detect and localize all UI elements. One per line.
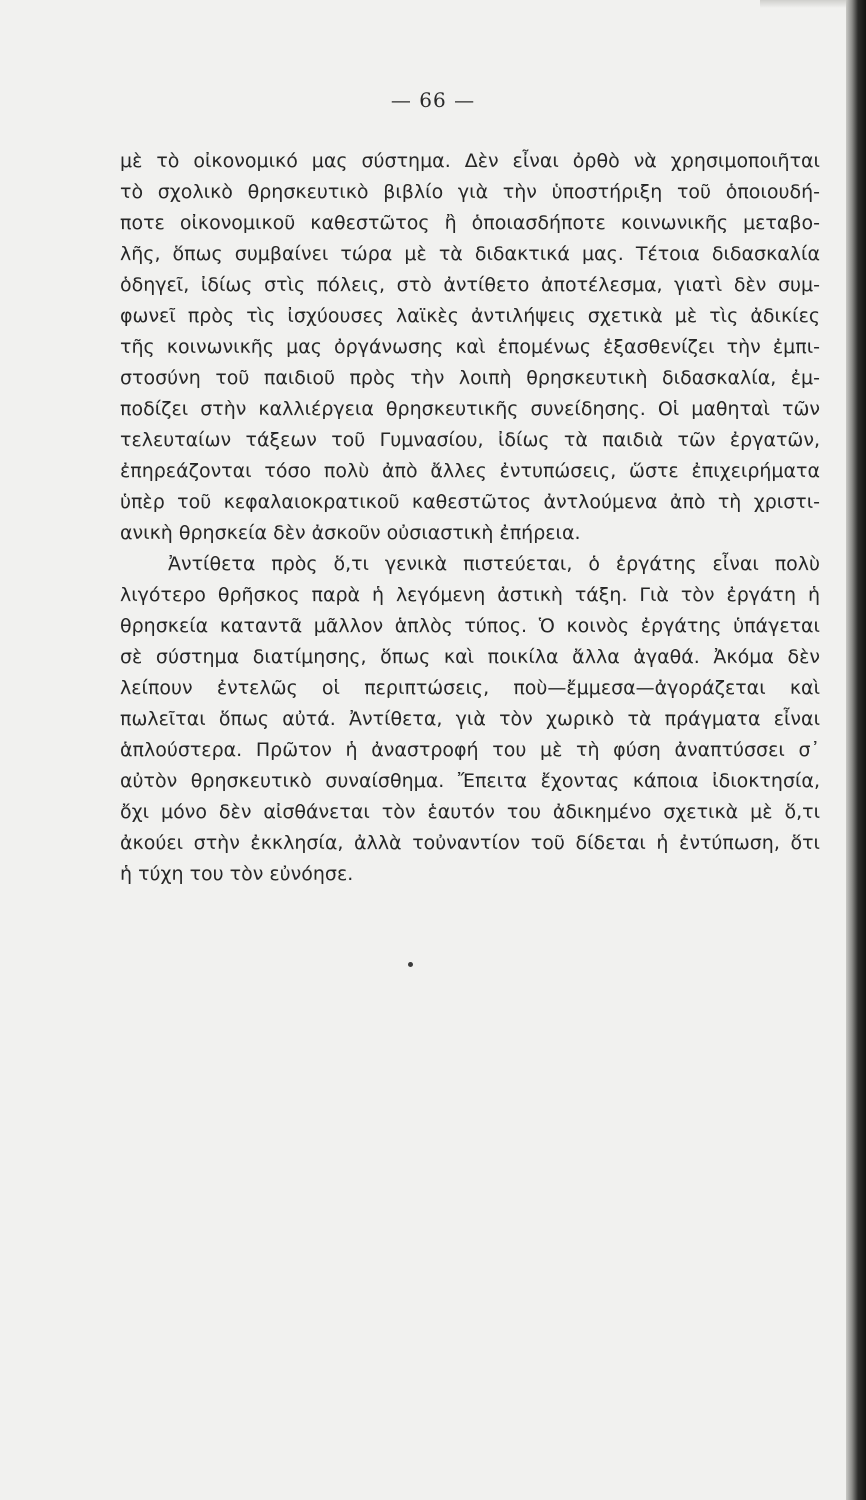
text-line: ὑπὲρ τοῦ κεφαλαιοκρατικοῦ καθεστῶτος ἀντλούμενα ἀπὸ τὴ χριστι- xyxy=(120,491,820,513)
page-edge-shadow xyxy=(760,0,846,8)
text-line: λείπουν ἐντελῶς οἱ περιπτώσεις, ποὺ—ἔμμεσα—ἀγοράζεται καὶ xyxy=(120,677,820,699)
text-line: θρησκεία καταντᾶ μᾶλλον ἁπλὸς τύπος. Ὁ κοινὸς ἐργάτης ὑπάγεται xyxy=(120,615,820,637)
text-line: ἡ τύχη του τὸν εὐνόησε. xyxy=(120,863,354,885)
text-line: λῆς, ὅπως συμβαίνει τώρα μὲ τὰ διδακτικά μας. Τέτοια διδασκαλία xyxy=(120,243,820,265)
text-line: ποτε οἰκονομικοῦ καθεστῶτος ἢ ὁποιασδήποτε κοινωνικῆς μεταβο- xyxy=(120,212,820,234)
text-line: ἁπλούστερα. Πρῶτον ἡ ἀναστροφή του μὲ τὴ φύση ἀναπτύσσει σ᾽ xyxy=(120,739,820,761)
text-line: σὲ σύστημα διατίμησης, ὅπως καὶ ποικίλα ἄλλα ἀγαθά. Ἀκόμα δὲν xyxy=(120,646,820,668)
text-line: στοσύνη τοῦ παιδιοῦ πρὸς τὴν λοιπὴ θρησκευτικὴ διδασκαλία, ἐμ- xyxy=(120,367,820,389)
text-line: τὸ σχολικὸ θρησκευτικὸ βιβλίο γιὰ τὴν ὑποστήριξη τοῦ ὁποιουδή- xyxy=(120,181,820,203)
book-spine-edge xyxy=(846,0,866,1500)
text-line: λιγότερο θρῆσκος παρὰ ἡ λεγόμενη ἀστικὴ τάξη. Γιὰ τὸν ἐργάτη ἡ xyxy=(120,584,820,606)
text-line: ανικὴ θρησκεία δὲν ἀσκοῦν οὐσιαστικὴ ἐπήρεια. xyxy=(120,522,581,544)
text-line: αὐτὸν θρησκευτικὸ συναίσθημα. Ἔπειτα ἔχοντας κάποια ἰδιοκτησία, xyxy=(120,770,820,792)
text-line: ποδίζει στὴν καλλιέργεια θρησκευτικῆς συνείδησης. Οἱ μαθηταὶ τῶν xyxy=(120,398,820,420)
page-number: — 66 — xyxy=(390,88,476,112)
body-text xyxy=(120,146,820,890)
text-line: ἀκούει στὴν ἐκκλησία, ἀλλὰ τοὐναντίον τοῦ δίδεται ἡ ἐντύπωση, ὅτι xyxy=(120,832,820,854)
text-line: Ἀντίθετα πρὸς ὅ,τι γενικὰ πιστεύεται, ὁ ἐργάτης εἶναι πολὺ xyxy=(168,553,820,575)
text-line: μὲ τὸ οἰκονομικό μας σύστημα. Δὲν εἶναι ὀρθὸ νὰ χρησιμοποιῆται xyxy=(120,150,820,172)
text-line: φωνεῖ πρὸς τὶς ἰσχύουσες λαϊκὲς ἀντιλήψεις σχετικὰ μὲ τὶς ἀδικίες xyxy=(120,305,820,327)
text-line: ἐπηρεάζονται τόσο πολὺ ἀπὸ ἄλλες ἐντυπώσεις, ὥστε ἐπιχειρήματα xyxy=(120,460,820,482)
text-line: τελευταίων τάξεων τοῦ Γυμνασίου, ἰδίως τὰ παιδιὰ τῶν ἐργατῶν, xyxy=(120,429,820,451)
text-line: ὄχι μόνο δὲν αἰσθάνεται τὸν ἑαυτόν του ἀδικημένο σχετικὰ μὲ ὅ,τι xyxy=(120,801,820,823)
ink-speck xyxy=(408,962,413,967)
text-line: πωλεῖται ὅπως αὐτά. Ἀντίθετα, γιὰ τὸν χωρικὸ τὰ πράγματα εἶναι xyxy=(120,708,820,730)
text-line: τῆς κοινωνικῆς μας ὀργάνωσης καὶ ἑπομένως ἐξασθενίζει τὴν ἐμπι- xyxy=(120,336,820,358)
text-line: ὁδηγεῖ, ἰδίως στὶς πόλεις, στὸ ἀντίθετο ἀποτέλεσμα, γιατὶ δὲν συμ- xyxy=(120,274,820,296)
